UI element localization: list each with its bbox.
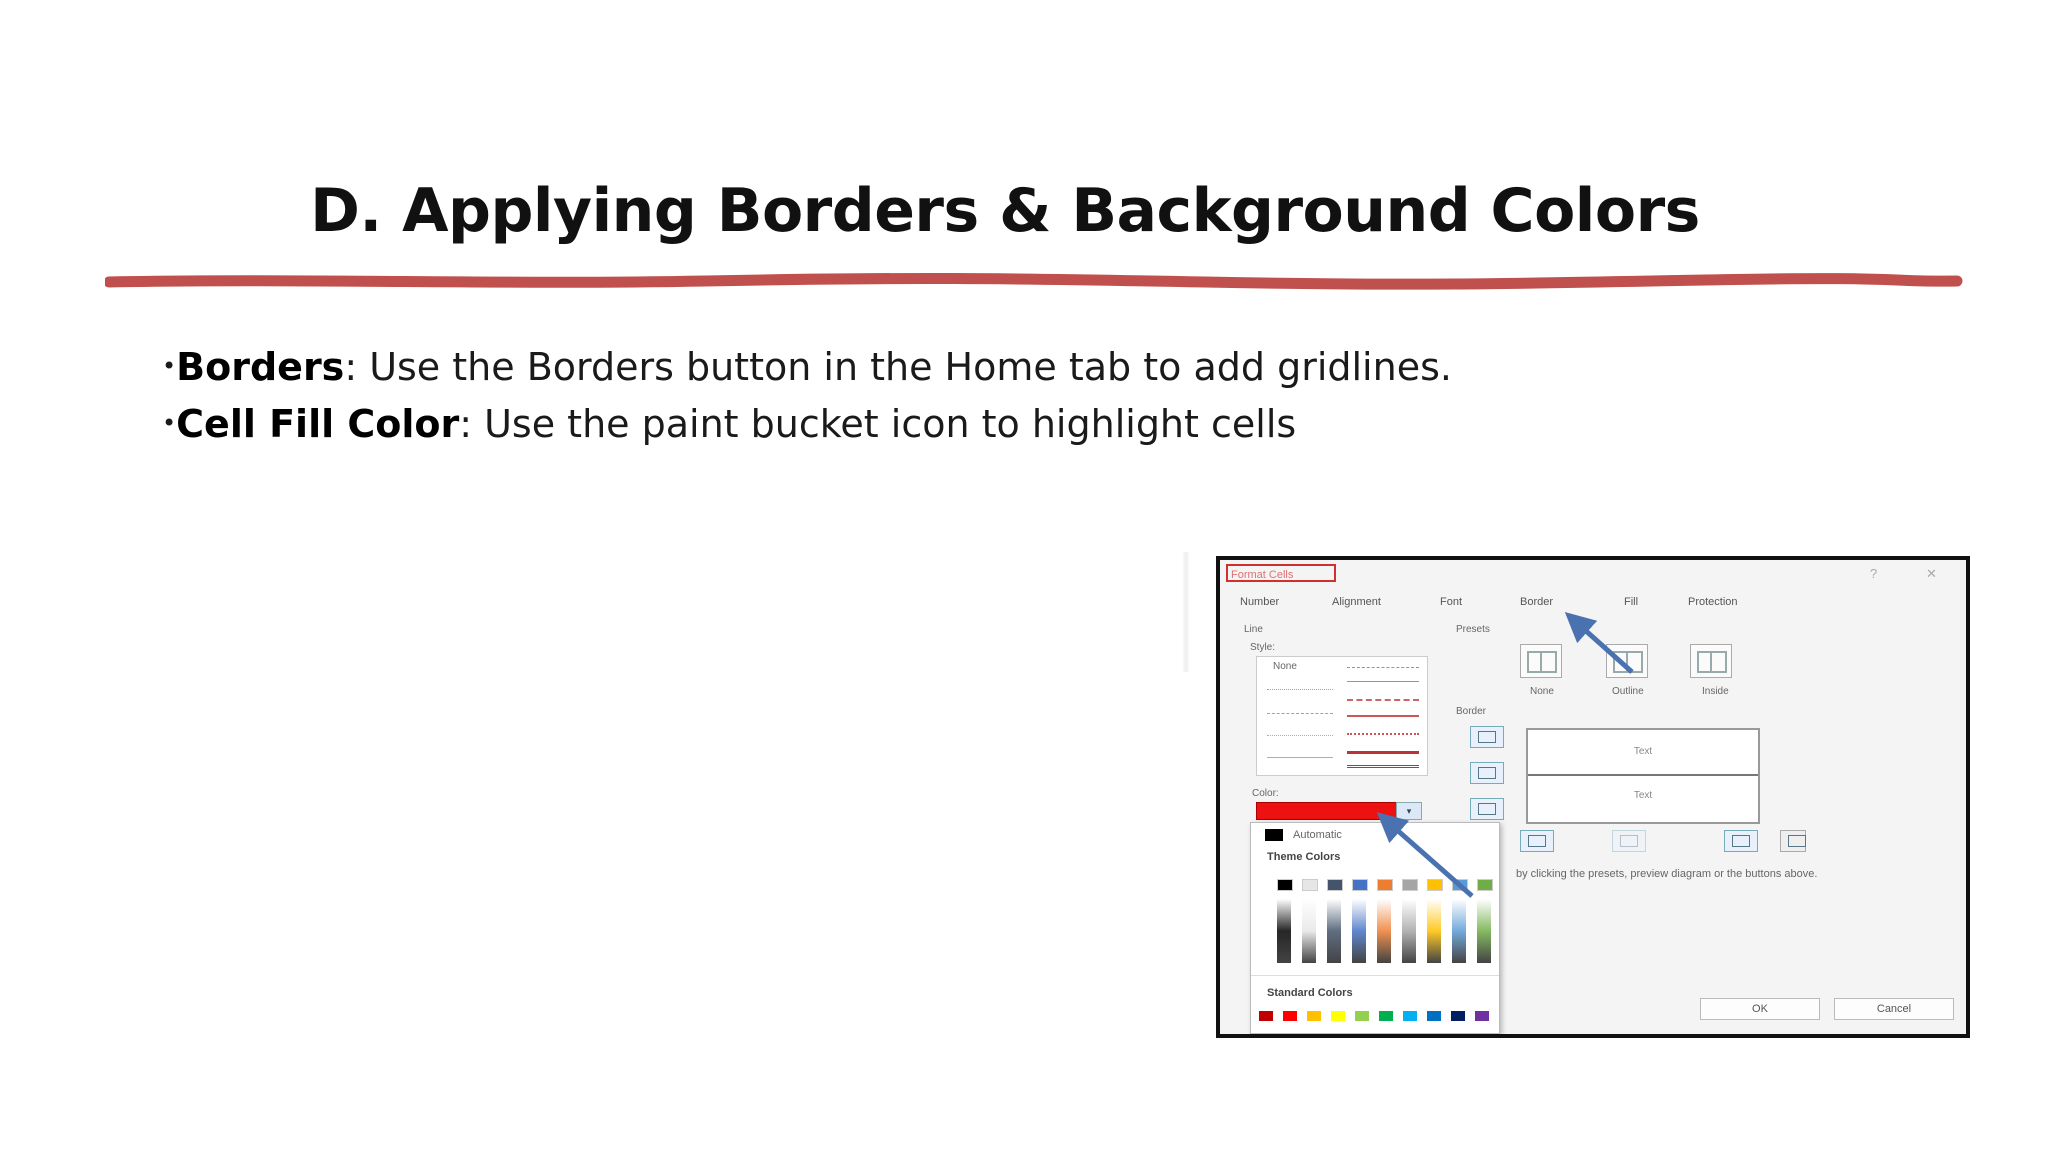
arrow-to-border-tab <box>1576 622 1632 672</box>
automatic-label: Automatic <box>1293 829 1342 841</box>
annotation-arrows <box>1220 560 1966 1034</box>
bullet-fill-color: •Cell Fill Color: Use the paint bucket icon to highlight cells <box>162 402 1297 446</box>
cancel-button: Cancel <box>1834 998 1954 1020</box>
preset-inside-label: Inside <box>1702 686 1729 697</box>
bullet-text: : Use the Borders button in the Home tab to add gridlines. <box>344 345 1452 389</box>
bullet-term: Cell Fill Color <box>176 402 460 446</box>
tab-number: Number <box>1240 596 1280 608</box>
bullet-borders: •Borders: Use the Borders button in the Home tab to add gridlines. <box>162 345 1452 389</box>
style-label: Style: <box>1250 642 1276 653</box>
standard-colors-label: Standard Colors <box>1267 987 1353 999</box>
presets-label: Presets <box>1456 624 1490 635</box>
chevron-down-icon: ▾ <box>1396 802 1422 820</box>
tab-border: Border <box>1520 596 1554 608</box>
arrow-to-color-select <box>1388 822 1472 896</box>
title-underline <box>105 270 1965 294</box>
bullet-term: Borders <box>176 345 345 389</box>
ok-button: OK <box>1700 998 1820 1020</box>
hint-text: by clicking the presets, preview diagram or the buttons above. <box>1516 868 1818 880</box>
format-cells-screenshot <box>1216 556 1970 1038</box>
style-none: None <box>1273 661 1297 672</box>
border-label: Border <box>1456 706 1487 717</box>
image-shadow <box>1182 552 1190 672</box>
close-icon: ✕ <box>1926 566 1937 581</box>
slide-title: D. Applying Borders & Background Colors <box>310 176 1700 246</box>
dialog-title: Format Cells <box>1226 564 1336 582</box>
line-label: Line <box>1244 624 1263 635</box>
preset-outline-label: Outline <box>1612 686 1644 697</box>
tab-alignment: Alignment <box>1332 596 1381 608</box>
tab-fill: Fill <box>1624 596 1639 608</box>
tab-font: Font <box>1440 596 1463 608</box>
preset-none-label: None <box>1530 686 1554 697</box>
color-label: Color: <box>1252 788 1279 799</box>
bullet-text: : Use the paint bucket icon to highlight cells <box>459 402 1297 446</box>
help-icon: ? <box>1870 566 1878 581</box>
tab-protection: Protection <box>1688 596 1738 608</box>
theme-colors-label: Theme Colors <box>1267 851 1341 863</box>
bullet-list <box>162 338 1452 452</box>
border-preview: Text Text <box>1526 728 1760 824</box>
